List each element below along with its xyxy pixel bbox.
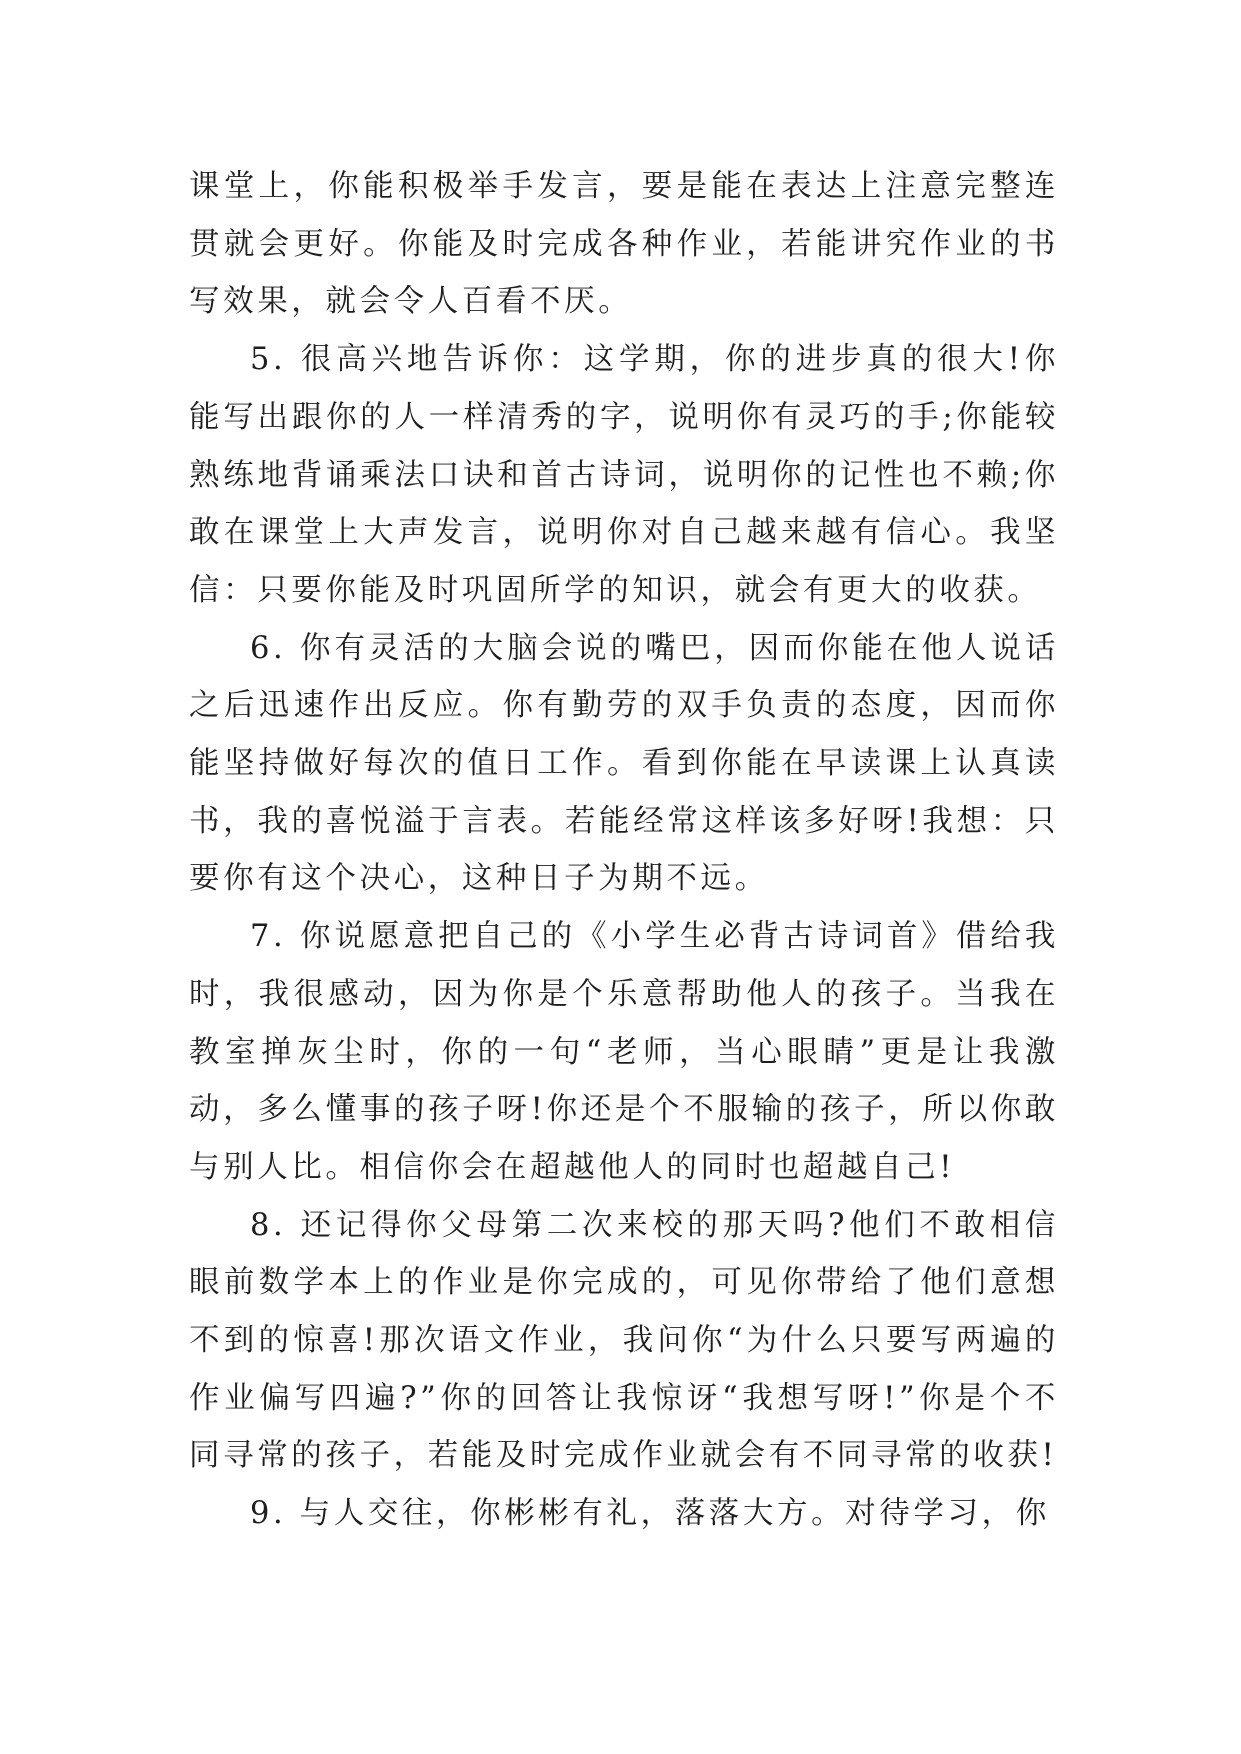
document-body <box>189 158 1059 1543</box>
paragraph-item-8: 8. 还记得你父母第二次来校的那天吗?他们不敢相信眼前数学本上的作业是你完成的，可见你带给了他们意想不到的惊喜!那次语文作业，我问你“为什么只要写两遍的作业偏写四遍?”你的回答让我惊讶“我想写呀!”你是个不同寻常的孩子，若能及时完成作业就会有不同寻常的收获! <box>189 1207 1059 1474</box>
paragraph-continuation: 课堂上，你能积极举手发言，要是能在表达上注意完整连贯就会更好。你能及时完成各种作业，若能讲究作业的书写效果，就会令人百看不厌。 <box>189 169 1059 320</box>
paragraph-item-6: 6. 你有灵活的大脑会说的嘴巴，因而你能在他人说话之后迅速作出反应。你有勤劳的双手负责的态度，因而你能坚持做好每次的值日工作。看到你能在早读课上认真读书，我的喜悦溢于言表。若能经常这样该多好呀!我想：只要你有这个决心，这种日子为期不远。 <box>189 630 1059 897</box>
paragraph-item-7: 7. 你说愿意把自己的《小学生必背古诗词首》借给我时，我很感动，因为你是个乐意帮助他人的孩子。当我在教室掸灰尘时，你的一句“老师，当心眼睛”更是让我激动，多么懂事的孩子呀!你还是个不服输的孩子，所以你敢与别人比。相信你会在超越他人的同时也超越自己! <box>189 919 1059 1185</box>
paragraph-item-5: 5. 很高兴地告诉你：这学期，你的进步真的很大!你能写出跟你的人一样清秀的字，说明你有灵巧的手;你能较熟练地背诵乘法口诀和首古诗词，说明你的记性也不赖;你敢在课堂上大声发言，说明你对自己越来越有信心。我坚信：只要你能及时巩固所学的知识，就会有更大的收获。 <box>189 342 1059 608</box>
paragraph-item-9: 9. 与人交往，你彬彬有礼，落落大方。对待学习，你 <box>250 1496 1050 1532</box>
